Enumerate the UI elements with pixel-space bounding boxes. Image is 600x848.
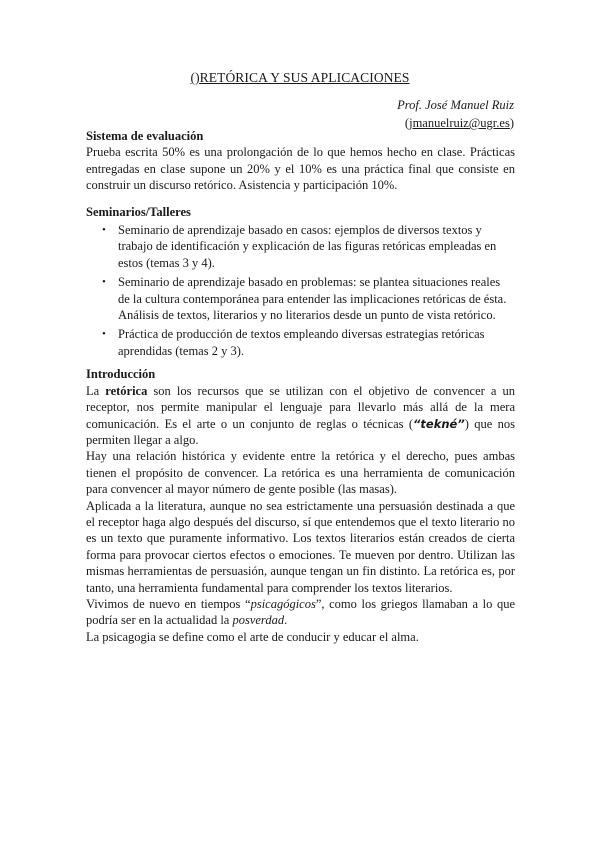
- paragraph-literatura: Aplicada a la literatura, aunque no sea estrictamente una persuasión destinada a que el receptor haga algo después del discurso, sí que entendemos que el texto literario no es un texto que puramente informativo. Los textos literarios están creados de cierta forma para provocar ciertos efectos o emociones. Te mueven por dentro. Utilizan las mismas herramientas de persuasión, aunque tengan un fin distinto. La retórica es, por tanto, una herramienta fundamental para comprender los textos literarios.: [86, 498, 515, 595]
- paragraph-psicagogicos: [86, 596, 515, 629]
- text-run: La: [86, 383, 106, 398]
- author-name: Prof. José Manuel Ruiz: [397, 98, 514, 112]
- author-email-link[interactable]: jmanuelruiz@ugr.es: [409, 116, 510, 130]
- heading-introduccion: Introducción: [86, 367, 156, 382]
- term-posverdad: posverdad: [232, 613, 285, 628]
- text-run: ) que nos permiten llegar a algo.: [86, 416, 515, 447]
- bullet-icon: •: [102, 276, 106, 289]
- heading-seminarios: Seminarios/Talleres: [86, 204, 191, 219]
- document-title: ()RETÓRICA Y SUS APLICACIONES: [190, 70, 410, 85]
- email-open-paren: (: [404, 116, 410, 130]
- bullet-icon: •: [102, 224, 106, 237]
- paragraph-retorica-definicion: [86, 383, 515, 449]
- text-run: Vivimos de nuevo en tiempos “: [86, 596, 251, 611]
- list-item-text: Práctica de producción de textos empleando diversas estrategias retóricas aprendidas (temas 2 y 3).: [118, 327, 485, 358]
- list-item-text: Seminario de aprendizaje basado en casos: ejemplos de diversos textos y trabajo de identificación y explicación de las figuras retóricas empleadas en estos (temas 3 y 4).: [118, 223, 497, 270]
- list-item: [86, 274, 515, 323]
- heading-evaluacion: Sistema de evaluación: [86, 129, 204, 143]
- list-item: [86, 222, 515, 271]
- paragraph-psicagogia: La psicagogia se define como el arte de conducir y educar el alma.: [86, 629, 419, 644]
- term-tekne: “tekné”: [413, 416, 465, 431]
- text-run: ”, como los griegos llamaban a lo que podría ser en la actualidad la: [86, 596, 515, 628]
- term-psicagogicos: psicagógicos: [250, 596, 316, 611]
- email-close-paren: ): [509, 116, 514, 130]
- bullet-icon: •: [102, 328, 106, 341]
- list-item-text: Seminario de aprendizaje basado en problemas: se plantea situaciones reales de la cultura contemporánea para entender las implicaciones retóricas de ésta. Análisis de textos, literarios y no literarios desde un punto de vista retórico.: [118, 275, 507, 323]
- seminarios-list: [86, 222, 515, 359]
- text-run: .: [284, 613, 288, 628]
- text-run: son los recursos que se utilizan con el objetivo de convencer a un receptor, nos permite manipular el lenguaje para llevarlo más allá de la mera comunicación. Es el arte o un conjunto de reglas o técnicas (: [86, 383, 515, 431]
- list-item: [86, 326, 515, 359]
- document-body: [86, 128, 515, 645]
- term-retorica: retórica: [105, 383, 148, 398]
- paragraph-evaluacion: Prueba escrita 50% es una prolongación de lo que hemos hecho en clase. Prácticas entregadas en clase supone un 20% y el 10% es una práctica final que consiste en construir un discurso retórico. Asistencia y participación 10%.: [86, 145, 515, 193]
- paragraph-retorica-derecho: Hay una relación histórica y evidente entre la retórica y el derecho, pues ambas tienen el propósito de convencer. La retórica es una herramienta de comunicación para convencer al mayor número de gente posible (las masas).: [86, 449, 515, 497]
